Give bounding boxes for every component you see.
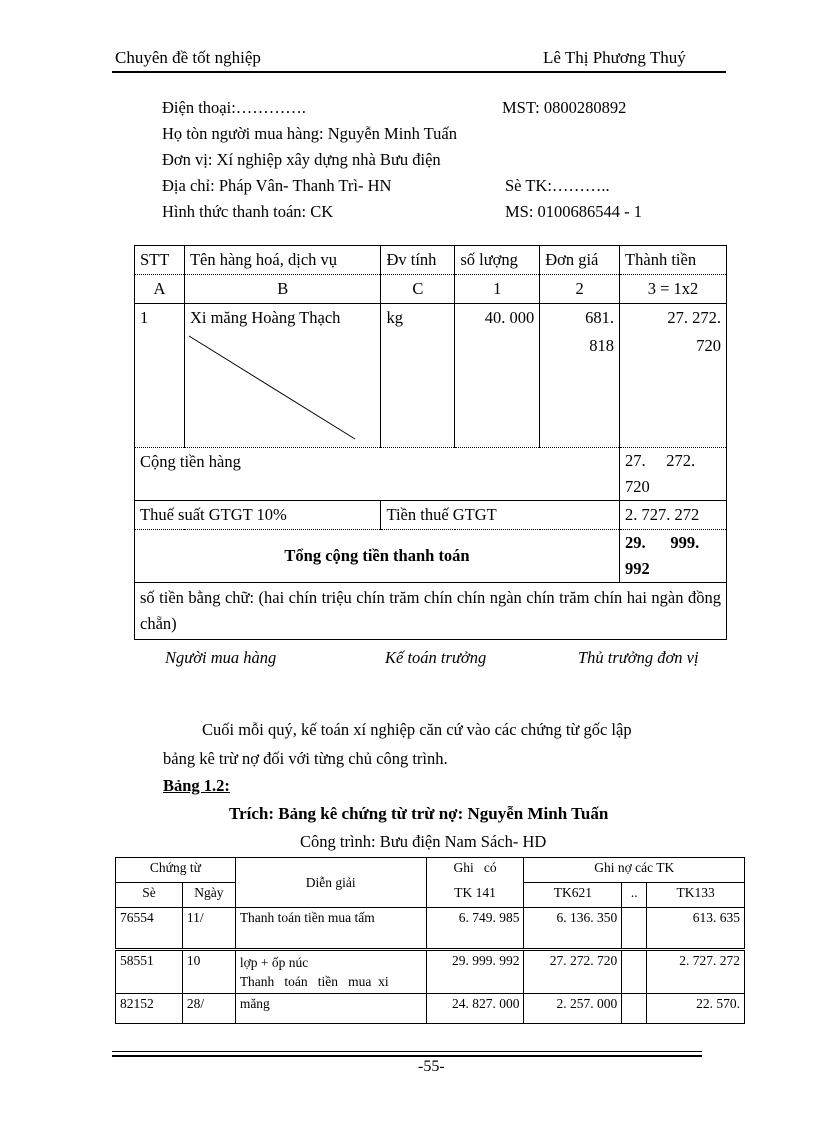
grand-total-2: 992 [625, 559, 650, 578]
item-price-1: 681. [585, 308, 615, 327]
invoice-code-row [135, 275, 727, 304]
paragraph-line-2: bảng kê trừ nợ đối với từng chủ công trình. [163, 749, 448, 768]
row3-tk133: 22. 570. [647, 994, 745, 1024]
th-stt: STT [135, 246, 185, 275]
th-desc: Diễn giải [235, 858, 426, 908]
vat-row [135, 501, 727, 530]
th-qty: số lượng [455, 246, 540, 275]
row3-desc: măng [235, 994, 426, 1024]
table-label: Bảng 1.2: [163, 776, 230, 795]
unit: Đơn vị: Xí nghiệp xây dựng nhà Bưu điện [162, 150, 441, 169]
address: Địa chỉ: Pháp Vân- Thanh Trì- HN [162, 176, 392, 195]
grand-total-row [135, 530, 727, 583]
row2-no: 58551 [116, 950, 183, 994]
th-total: Thành tiền [620, 246, 727, 275]
row1-dots [622, 908, 647, 950]
row3-credit: 24. 827. 000 [426, 994, 524, 1024]
grand-total-label: Tổng cộng tiền thanh toán [135, 530, 620, 583]
words-row [135, 583, 727, 640]
item-total-2: 720 [696, 336, 721, 355]
code-1: 1 [455, 275, 540, 304]
invoice-item-row [135, 304, 727, 448]
grand-total-value [620, 530, 727, 583]
table-row [116, 994, 745, 1024]
signature-accountant: Kế toán trưởng [385, 648, 487, 667]
item-name: Xi măng Hoàng Thạch [189, 308, 341, 327]
row3-dots [622, 994, 647, 1024]
header-right: Lê Thị Phương Thuý [543, 48, 686, 67]
item-qty: 40. 000 [455, 304, 540, 448]
invoice-header-row [135, 246, 727, 275]
table-row [116, 950, 745, 994]
phone: Điện thoại:…………. [162, 98, 306, 117]
row3-tk621: 2. 257. 000 [524, 994, 622, 1024]
th-price: Đơn giá [540, 246, 620, 275]
row2-date: 10 [182, 950, 235, 994]
row2-desc2: Thanh toán tiền mua xi [239, 974, 389, 989]
table-title: Trích: Bảng kê chứng từ trừ nợ: Nguyễn Minh Tuấn [229, 804, 609, 823]
code-3: 3 = 1x2 [620, 275, 727, 304]
th-voucher: Chứng từ [116, 858, 236, 883]
th-dots: .. [622, 883, 647, 908]
item-price-2: 818 [589, 336, 615, 355]
subtotal-2: 720 [625, 477, 650, 496]
row1-date: 11/ [182, 908, 235, 950]
spacer-icon [245, 644, 246, 645]
th-debit: Ghi nợ các TK [524, 858, 745, 883]
th-date: Ngày [182, 883, 235, 908]
subtotal-value [620, 448, 727, 501]
th-no: Sè [116, 883, 183, 908]
code-2: 2 [540, 275, 620, 304]
item-price-cell [540, 304, 620, 448]
th-tk621: TK621 [524, 883, 622, 908]
signature-buyer: Người mua hàng [165, 648, 277, 667]
signature-director: Thủ trưởng đơn vị [578, 648, 699, 667]
account: Sè TK:……….. [505, 176, 610, 195]
header-left: Chuyên đề tốt nghiệp [115, 48, 261, 67]
debt-table [115, 857, 745, 1024]
buyer: Họ tòn người mua hàng: Nguyễn Minh Tuấn [162, 124, 457, 143]
footer-rule-thin [112, 1051, 702, 1052]
page-number: -55- [418, 1058, 445, 1075]
item-name-cell [184, 304, 381, 448]
header-rule [112, 71, 726, 73]
strike-line-icon [187, 334, 367, 444]
th-unit: Đv tính [381, 246, 455, 275]
ms-code: MS: 0100686544 - 1 [505, 202, 643, 221]
debt-header-row-1 [116, 858, 745, 883]
vat-rate: Thuế suất GTGT 10% [135, 501, 381, 530]
row1-credit: 6. 749. 985 [426, 908, 524, 950]
table-row [116, 908, 745, 950]
debt-header-row-2 [116, 883, 745, 908]
subtotal-row [135, 448, 727, 501]
row1-desc: Thanh toán tiền mua tấm [235, 908, 426, 950]
th-credit: Ghi có [426, 858, 524, 883]
row2-desc-cell [235, 950, 426, 994]
amount-in-words: số tiền bằng chữ: (hai chín triệu chín trăm chín chín ngàn chín trăm chín hai ngàn đồng chẵn) [135, 583, 727, 640]
row1-tk133: 613. 635 [647, 908, 745, 950]
code-a: A [135, 275, 185, 304]
item-total-1: 27. 272. [667, 308, 721, 327]
row3-no: 82152 [116, 994, 183, 1024]
vat-amount-label: Tiền thuế GTGT [381, 501, 620, 530]
footer-rule-thick [112, 1055, 702, 1057]
row2-tk133: 2. 727. 272 [647, 950, 745, 994]
th-tk133: TK133 [647, 883, 745, 908]
item-total-cell [620, 304, 727, 448]
subtotal-label: Cộng tiền hàng [135, 448, 620, 501]
vat-amount: 2. 727. 272 [620, 501, 727, 530]
row3-date: 28/ [182, 994, 235, 1024]
th-tk141: TK 141 [426, 883, 524, 908]
item-unit: kg [381, 304, 455, 448]
th-name: Tên hàng hoá, dịch vụ [184, 246, 381, 275]
grand-total-1: 29. 999. [625, 533, 700, 552]
code-b: B [184, 275, 381, 304]
row2-dots [622, 950, 647, 994]
row2-desc: lợp + ốp núc [239, 955, 309, 970]
row2-tk621: 27. 272. 720 [524, 950, 622, 994]
paragraph-line-1: Cuối mỗi quý, kế toán xí nghiệp căn cứ vào các chứng từ gốc lập [202, 720, 632, 739]
row1-no: 76554 [116, 908, 183, 950]
table-subtitle: Công trình: Bưu điện Nam Sách- HD [300, 832, 547, 851]
code-c: C [381, 275, 455, 304]
invoice-table [134, 245, 727, 640]
payment-method: Hình thức thanh toán: CK [162, 202, 334, 221]
row1-tk621: 6. 136. 350 [524, 908, 622, 950]
tax-id: MST: 0800280892 [502, 98, 627, 117]
item-stt: 1 [135, 304, 185, 448]
subtotal-1: 27. 272. [625, 451, 696, 470]
row2-credit: 29. 999. 992 [426, 950, 524, 994]
